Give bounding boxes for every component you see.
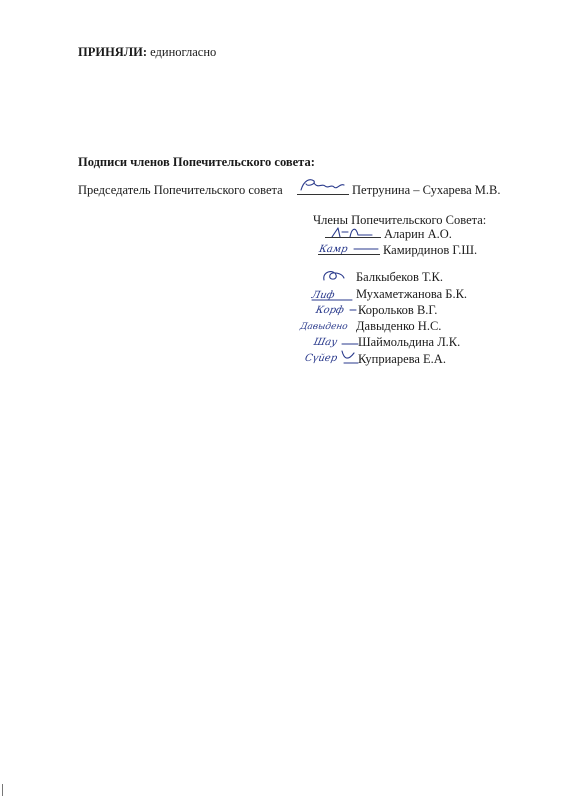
signatures-heading: Подписи членов Попечительского совета: [78, 155, 315, 169]
svg-text:Давыдено: Давыдено [299, 322, 349, 332]
svg-text:Шау: Шау [312, 337, 339, 348]
member-name-1: Аларин А.О. [384, 227, 452, 241]
member-signature-line-2 [318, 254, 380, 255]
decision-line [78, 45, 216, 59]
members-heading: Члены Попечительского Совета: [313, 213, 487, 227]
svg-text:Корф: Корф [314, 305, 345, 316]
member-signature-8 [304, 347, 360, 367]
chairman-title: Председатель Попечительского совета [78, 183, 283, 197]
member-signature-3 [318, 267, 354, 285]
member-name-6: Давыденко Н.С. [356, 319, 442, 333]
member-name-2: Камирдинов Г.Ш. [383, 243, 478, 257]
scan-edge-mark [2, 784, 3, 796]
decision-label: ПРИНЯЛИ: [78, 45, 148, 59]
decision-value: единогласно [150, 45, 217, 59]
svg-text:Сүйер: Сүйер [304, 353, 339, 364]
member-name-4: Мухаметжанова Б.К. [356, 287, 468, 301]
member-name-5: Корольков В.Г. [358, 303, 438, 317]
member-signature-line-1 [325, 237, 381, 238]
svg-text:Камр: Камр [318, 244, 349, 255]
member-name-7: Шаймольдина Л.К. [358, 335, 461, 349]
chairman-name: Петрунина – Сухарева М.В. [352, 183, 501, 197]
chairman-signature [298, 175, 346, 195]
member-name-8: Куприарева Е.А. [358, 352, 446, 366]
member-name-3: Балкыбеков Т.К. [356, 270, 443, 284]
svg-text:Лиф: Лиф [310, 290, 336, 301]
